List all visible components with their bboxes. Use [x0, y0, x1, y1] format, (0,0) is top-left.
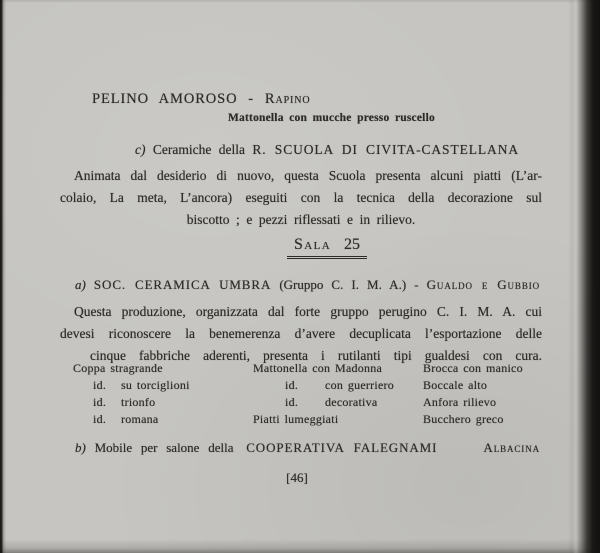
- catalog-item: [73, 411, 243, 428]
- catalog-item: [73, 394, 243, 411]
- catalog-item-label: trionfo: [121, 395, 156, 409]
- hall-word: Sala: [293, 236, 332, 253]
- entry-dash: -: [248, 91, 255, 107]
- section-c-lead: Ceramiche della: [152, 142, 245, 157]
- catalog-item: [423, 360, 553, 377]
- section-a-group: (Gruppo C. I. M. A.): [279, 277, 407, 292]
- section-b-heading: [75, 440, 540, 456]
- section-b-phrase: Mobile per salone della: [94, 440, 234, 455]
- section-a-heading: [75, 277, 540, 293]
- section-a-marker: a): [75, 277, 86, 292]
- catalog-item: [73, 377, 243, 394]
- catalog-item: [253, 411, 423, 428]
- section-b-place: Albacina: [483, 440, 540, 455]
- paragraph-line: biscotto ; e pezzi riflessati e in rilievo.: [186, 211, 416, 227]
- catalog-item-label: decorativa: [325, 395, 378, 409]
- section-a-dash: -: [414, 277, 419, 292]
- catalog-item-marker: id.: [285, 395, 299, 409]
- catalog-item: [423, 394, 553, 411]
- catalog-item-label: Anfora rilievo: [423, 395, 497, 409]
- entry-artist-line: [92, 91, 311, 108]
- catalog-item-marker: id.: [93, 378, 107, 392]
- section-a-places: Gualdo e Gubbio: [426, 277, 541, 292]
- section-b-marker: b): [75, 440, 86, 455]
- catalog-item-label: Bucchero greco: [423, 412, 504, 426]
- paragraph-line: cinque fabbriche aderenti, presenta i rutilanti tipi gualdesi con cura.: [90, 347, 542, 363]
- catalog-item-marker: id.: [93, 412, 107, 426]
- section-c-school: R. SCUOLA DI CIVITA-CASTELLANA: [252, 142, 519, 157]
- paragraph-line: Animata dal desiderio di nuovo, questa Scuola presenta alcuni piatti (L’ar-: [74, 168, 542, 183]
- hall-heading: [0, 236, 600, 259]
- catalog-item-label: Coppa stragrande: [73, 361, 163, 375]
- catalog-column-1: [73, 360, 243, 428]
- catalog-item: [423, 411, 553, 428]
- catalog-item-label: Brocca con manico: [423, 361, 523, 375]
- page-number: [46]: [286, 470, 308, 485]
- catalog-item-label: Boccale alto: [423, 378, 488, 392]
- catalog-item: [253, 360, 423, 377]
- catalog-item: [73, 360, 243, 377]
- section-c-marker: c): [134, 142, 146, 157]
- section-a-paragraph: [60, 301, 542, 366]
- catalog-column-2: [253, 360, 423, 428]
- hall-heading-text: [287, 236, 367, 259]
- catalog-item-label: su torciglioni: [121, 378, 190, 392]
- hall-number: 25: [344, 236, 361, 253]
- catalog-column-3: [423, 360, 553, 428]
- catalog-item-label: con guerriero: [325, 378, 395, 392]
- catalog-item: [253, 377, 423, 394]
- section-c-paragraph: [60, 165, 542, 230]
- paragraph-line: Questa produzione, organizzata dal forte gruppo perugino C. I. M. A. cui: [74, 304, 542, 319]
- paragraph-line: devesi riconoscere la benemerenza d’avere decuplicata l’esportazione delle: [60, 325, 542, 341]
- catalog-item-label: romana: [121, 412, 159, 426]
- section-b-cooperative: COOPERATIVA FALEGNAMI: [246, 440, 438, 455]
- catalog-item-marker: id.: [285, 378, 299, 392]
- entry-artist-name: PELINO AMOROSO: [92, 91, 238, 107]
- catalog-item-marker: id.: [93, 395, 107, 409]
- catalog-item: [423, 377, 553, 394]
- entry-place: Rapino: [264, 91, 311, 107]
- catalog-item-label: Piatti lumeggiati: [253, 412, 339, 426]
- section-a-company: SOC. CERAMICA UMBRA: [93, 277, 272, 292]
- paragraph-line: colaio, La meta, L’ancora) eseguiti con la tecnica della decorazione sul: [60, 189, 542, 205]
- section-c-heading: [0, 142, 600, 158]
- section-b-lead: [75, 440, 437, 456]
- catalog-item: [253, 394, 423, 411]
- catalog-item-label: Mattonella con Madonna: [253, 361, 383, 375]
- entry-work-caption: Mattonella con mucche presso ruscello: [228, 112, 435, 124]
